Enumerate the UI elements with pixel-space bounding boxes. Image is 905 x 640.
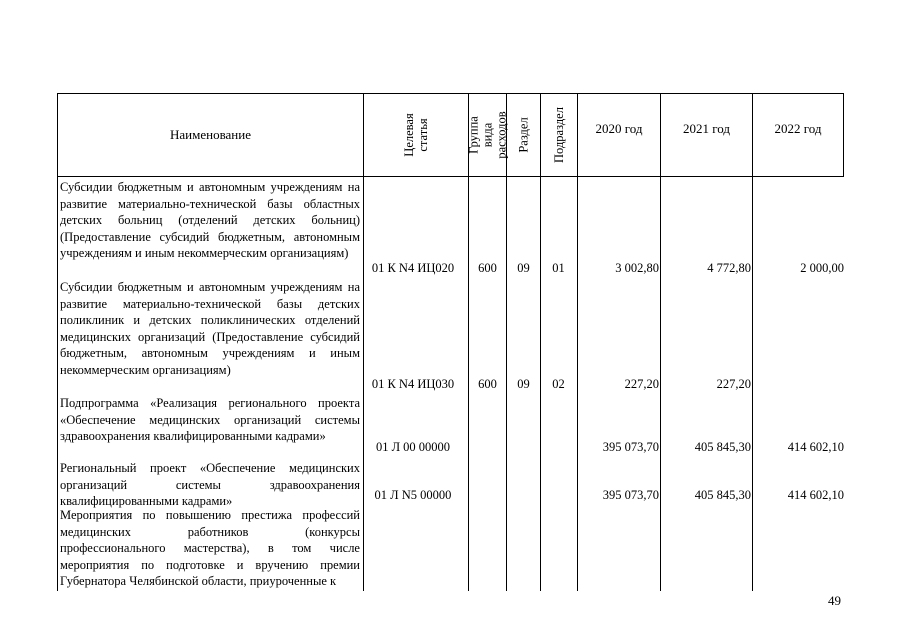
header-subsection-text: Подраздел bbox=[552, 107, 566, 163]
row-value-2021: 405 845,30 bbox=[694, 440, 751, 454]
budget-table bbox=[57, 93, 844, 591]
header-name: Наименование bbox=[170, 127, 251, 142]
row-value-2022: 414 602,10 bbox=[787, 440, 844, 454]
header-expense-group-text: Группа вида расходов bbox=[466, 111, 509, 159]
header-year-2021: 2021 год bbox=[683, 121, 730, 136]
row-value-2020: 395 073,70 bbox=[602, 488, 659, 502]
header-expense-group bbox=[466, 94, 509, 176]
header-year-2022: 2022 год bbox=[774, 121, 822, 136]
header-section-text: Раздел bbox=[516, 117, 531, 153]
column-divider bbox=[752, 93, 753, 591]
row-target-code: 01 К N4 ИЦ020 bbox=[371, 261, 455, 275]
row-expense-group: 600 bbox=[478, 261, 497, 275]
row-section: 09 bbox=[517, 377, 530, 391]
row-value-2022: 414 602,10 bbox=[787, 488, 844, 502]
page-number: 49 bbox=[828, 593, 841, 608]
row-value-2020: 395 073,70 bbox=[602, 440, 659, 454]
row-value-2020: 227,20 bbox=[624, 377, 659, 391]
row-name: Мероприятия по повышению престижа профессий медицинских работников (конкурсы профессионального мастерства), в том числе мероприятия по подготовке и вручению премии Губернатора Челябинской области, приуроченные к bbox=[60, 508, 360, 589]
header-year-2020: 2020 год bbox=[595, 121, 643, 136]
column-divider bbox=[660, 93, 661, 591]
header-section bbox=[507, 94, 540, 176]
row-name: Субсидии бюджетным и автономным учреждениям на развитие материально-технической базы областных детских больниц (отделений детских больниц) (Предоставление субсидий бюджетным, автономным учреждениям и иным некоммерческим организациям) bbox=[60, 180, 360, 261]
column-divider bbox=[843, 93, 844, 176]
row-value-2022: 2 000,00 bbox=[800, 261, 844, 275]
header-target-article-text: Целевая статья bbox=[402, 113, 430, 157]
row-subsection: 01 bbox=[552, 261, 565, 275]
row-value-2021: 405 845,30 bbox=[694, 488, 751, 502]
row-expense-group: 600 bbox=[478, 377, 497, 391]
row-subsection: 02 bbox=[552, 377, 565, 391]
row-target-code: 01 Л N5 00000 bbox=[374, 488, 452, 502]
header-subsection bbox=[541, 94, 577, 176]
column-divider bbox=[577, 93, 578, 591]
row-value-2021: 227,20 bbox=[716, 377, 751, 391]
row-name: Субсидии бюджетным и автономным учреждениям на развитие материально-технической базы детских поликлиник и детских поликлинических отделений медицинских организаций (Предоставление субсидий бюджетным, автономным учреждениям и иным некоммерческим организациям) bbox=[60, 280, 360, 377]
row-value-2020: 3 002,80 bbox=[615, 261, 659, 275]
header-target-article bbox=[364, 94, 468, 176]
row-section: 09 bbox=[517, 261, 530, 275]
header-bottom-border bbox=[57, 176, 844, 177]
row-name: Региональный проект «Обеспечение медицинских организаций системы здравоохранения квалифицированными кадрами» bbox=[60, 461, 360, 509]
row-name: Подпрограмма «Реализация регионального проекта «Обеспечение медицинских организаций системы здравоохранения квалифицированными кадрами» bbox=[60, 396, 360, 444]
row-target-code: 01 К N4 ИЦ030 bbox=[371, 377, 455, 391]
row-value-2021: 4 772,80 bbox=[707, 261, 751, 275]
row-target-code: 01 Л 00 00000 bbox=[375, 440, 451, 454]
